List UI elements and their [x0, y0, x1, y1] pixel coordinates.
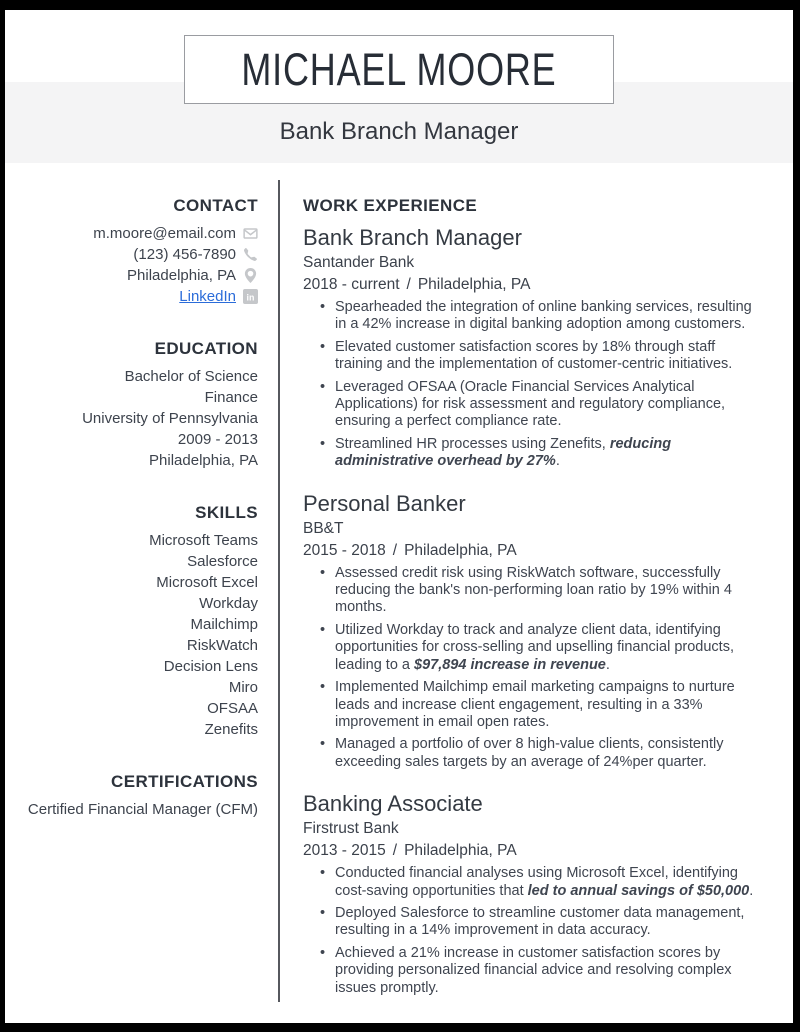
skill-item: Decision Lens [163, 658, 258, 675]
education-line: University of Pennsylvania [82, 410, 258, 427]
job-entry [303, 225, 761, 471]
candidate-name: MICHAEL MOORE [241, 43, 557, 95]
job-location: Philadelphia, PA [404, 842, 517, 860]
education-heading: EDUCATION [154, 339, 258, 358]
name-box [184, 35, 614, 104]
job-bullet [303, 679, 761, 731]
bullet-text: Spearheaded the integration of online banking services, resulting in a 42% increase in digital banking adoption among customers. [335, 299, 752, 333]
job-bullet [303, 565, 761, 617]
sidebar [5, 180, 280, 1002]
education-line: 2009 - 2013 [177, 431, 258, 448]
contact-item [19, 265, 258, 286]
skill-item: Microsoft Teams [149, 532, 258, 549]
date-location-separator: / [406, 276, 411, 293]
job-bullet-list [303, 299, 761, 471]
skill-item: Salesforce [187, 553, 258, 570]
linkedin-icon [243, 289, 258, 304]
bullet-emphasis: $97,894 increase in revenue [414, 656, 606, 673]
skill-item: Zenefits [204, 721, 258, 738]
contact-text: Philadelphia, PA [127, 267, 236, 284]
job-location: Philadelphia, PA [404, 541, 517, 559]
bullet-marker: • [320, 564, 326, 581]
bullet-marker: • [320, 621, 326, 638]
location-pin-icon [243, 268, 258, 283]
bullet-marker: • [320, 736, 326, 753]
svg-text:in: in [246, 292, 255, 303]
job-bullet [303, 945, 761, 997]
skill-item: Mailchimp [190, 616, 258, 633]
skill-item: RiskWatch [186, 637, 258, 654]
education-line: Philadelphia, PA [149, 452, 258, 469]
contact-section [19, 196, 258, 307]
contact-item [19, 286, 258, 307]
work-experience-column [280, 180, 793, 1002]
bullet-text: Deployed Salesforce to streamline customer data management, resulting in a 14% improvement in data accuracy. [335, 904, 745, 939]
work-experience-heading: WORK EXPERIENCE [303, 196, 478, 215]
date-location-separator: / [392, 842, 398, 860]
job-bullet [303, 865, 761, 900]
linkedin-link[interactable]: LinkedIn [179, 288, 236, 305]
education-line: Bachelor of Science [124, 368, 258, 385]
skill-item: Microsoft Excel [156, 574, 258, 591]
contact-heading: CONTACT [173, 196, 258, 215]
certifications-list [19, 799, 258, 820]
job-bullet [303, 339, 761, 374]
resume-header [5, 10, 793, 163]
job-dates: 2013 - 2015 [303, 842, 386, 860]
job-location: Philadelphia, PA [417, 276, 531, 293]
job-title: Bank Branch Manager [303, 225, 522, 250]
contact-item [19, 244, 258, 265]
job-entry [303, 791, 761, 997]
job-title: Personal Banker [303, 490, 466, 516]
job-bullet [303, 379, 761, 431]
bullet-text: Elevated customer satisfaction scores by 18% through staff training and the implementation of customer-centric initiatives. [335, 338, 733, 373]
bullet-text: Assessed credit risk using RiskWatch software, successfully reducing the bank's non-performing loan ratio by 19% within 4 months. [335, 564, 732, 616]
bullet-marker: • [320, 378, 326, 395]
date-location-separator: / [392, 541, 398, 559]
bullet-text: Implemented Mailchimp email marketing campaigns to nurture leads and increase client engagement, resulting in a 33% improvement in email open rates. [335, 679, 735, 730]
job-dateline [303, 541, 761, 560]
job-dateline [303, 841, 761, 860]
job-company: Firstrust Bank [303, 820, 399, 838]
bullet-text: Utilized Workday to track and analyze client data, identifying opportunities for cross-selling and upselling financial products, leading to a $97,894 increase in revenue. [335, 621, 734, 673]
skills-section [19, 503, 258, 740]
phone-icon [243, 247, 258, 262]
bullet-text: Streamlined HR processes using Zenefits, reducing administrative overhead by 27%. [335, 435, 672, 470]
skill-item: Workday [199, 595, 258, 612]
certifications-heading: CERTIFICATIONS [111, 772, 258, 791]
envelope-icon [243, 226, 258, 241]
skill-item: Miro [228, 679, 258, 696]
bullet-marker: • [320, 338, 326, 355]
bullet-emphasis: reducing administrative overhead by 27% [335, 435, 672, 470]
job-entry [303, 491, 761, 771]
bullet-text: Leveraged OFSAA (Oracle Financial Services Analytical Applications) for risk assessment and regulatory compliance, ensuring a perfect compliance rate. [335, 378, 726, 430]
skills-list [19, 530, 258, 740]
job-bullet-list [303, 865, 761, 997]
job-dates: 2018 - current [303, 276, 400, 293]
job-bullet [303, 622, 761, 674]
bullet-marker: • [320, 435, 326, 452]
candidate-job-title: Bank Branch Manager [279, 118, 519, 145]
education-section [19, 339, 258, 471]
contact-text: (123) 456-7890 [133, 246, 236, 263]
job-bullet [303, 299, 761, 334]
resume-body [5, 180, 793, 1002]
job-company: BB&T [303, 519, 344, 537]
job-bullet [303, 736, 761, 771]
certifications-section [19, 772, 258, 820]
bullet-marker: • [320, 944, 326, 961]
job-bullet-list [303, 565, 761, 771]
bullet-emphasis: led to annual savings of $50,000 [527, 882, 750, 899]
job-company: Santander Bank [303, 254, 415, 271]
bullet-marker: • [320, 299, 326, 315]
job-dates: 2015 - 2018 [303, 541, 386, 559]
bullet-marker: • [320, 904, 326, 921]
contact-text: m.moore@email.com [93, 225, 236, 242]
job-dateline [303, 275, 761, 294]
bullet-marker: • [320, 865, 326, 882]
job-title: Banking Associate [303, 791, 483, 817]
job-bullet [303, 436, 761, 471]
bullet-marker: • [320, 679, 326, 696]
job-bullet [303, 905, 761, 940]
bullet-text: Managed a portfolio of over 8 high-value clients, consistently exceeding sales targets by an average of 24%per quarter. [335, 736, 724, 770]
skill-item: OFSAA [207, 700, 258, 717]
certification-item: Certified Financial Manager (CFM) [27, 801, 258, 818]
job-list [303, 225, 761, 997]
bullet-text: Achieved a 21% increase in customer satisfaction scores by providing personalized financial advice and resolving complex issues promptly. [335, 944, 732, 996]
education-line: Finance [204, 389, 258, 406]
bullet-text: Conducted financial analyses using Microsoft Excel, identifying cost-saving opportunities that led to annual savings of $50,000. [335, 865, 754, 899]
education-list [19, 366, 258, 471]
contact-item [19, 223, 258, 244]
contact-list [19, 223, 258, 307]
skills-heading: SKILLS [195, 503, 258, 522]
